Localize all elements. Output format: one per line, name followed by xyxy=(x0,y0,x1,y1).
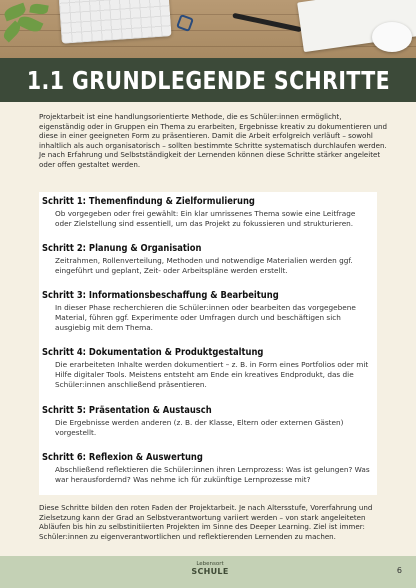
plant-leaf-icon xyxy=(17,13,44,34)
logo-top-text: Lebensort xyxy=(196,561,224,567)
step-title: Schritt 3: Informationsbeschaffung & Bearbeitung xyxy=(42,290,279,301)
step-card xyxy=(39,343,377,401)
logo-main-text: SCHULE xyxy=(191,567,229,576)
header-photo xyxy=(0,0,416,58)
step-title: Schritt 2: Planung & Organisation xyxy=(42,243,202,254)
page-footer xyxy=(0,556,416,588)
step-card xyxy=(39,239,377,286)
page-number: 6 xyxy=(396,566,402,575)
step-card xyxy=(39,401,377,448)
step-title: Schritt 4: Dokumentation & Produktgestaltung xyxy=(42,347,264,358)
title-band xyxy=(0,58,416,102)
step-text: Die Ergebnisse werden anderen (z. B. der Klasse, Eltern oder externen Gästen) vorgestellt. xyxy=(55,418,344,437)
page-title: 1.1 GRUNDLEGENDE SCHRITTE xyxy=(26,65,390,95)
step-title: Schritt 5: Präsentation & Austausch xyxy=(42,405,212,416)
step-text: In dieser Phase recherchieren die Schüler:innen oder bearbeiten das vorgegebene Material, führen ggf. Experimente oder Umfragen durch und beschäftigen sich ausgiebig mit dem Thema. xyxy=(55,303,356,332)
step-card xyxy=(39,286,377,343)
outro-paragraph: Diese Schritte bilden den roten Faden der Projektarbeit. Je nach Altersstufe, Vorerfahrung und Zielsetzung kann der Grad an Selbstverantwortung variiert werden – von stark angeleiteten Abläufen bis hin zu selbstinitiierten Projekten im Sinne des Deeper Learning. Ziel ist immer: Schüler:innen zu eigenverantwortlichen und reflektierenden Lernenden zu machen. xyxy=(39,503,373,541)
step-card xyxy=(39,448,377,495)
step-title: Schritt 1: Themenfindung & Zielformulierung xyxy=(42,196,255,207)
step-text: Zeitrahmen, Rollenverteilung, Methoden und notwendige Materialien werden ggf. eingeführt und geplant, Zeit- oder Arbeitspläne werden erstellt. xyxy=(55,256,353,275)
step-title: Schritt 6: Reflexion & Auswertung xyxy=(42,452,203,463)
keyboard-image xyxy=(58,0,171,44)
brand-logo xyxy=(190,561,230,583)
step-text: Abschließend reflektieren die Schüler:innen ihren Lernprozess: Was ist gelungen? Was war herausfordernd? Was nehme ich für zukünftige Lernprozesse mit? xyxy=(55,465,370,484)
mouse-image xyxy=(372,22,412,52)
step-card xyxy=(39,192,377,239)
intro-paragraph: Projektarbeit ist eine handlungsorientierte Methode, die es Schüler:innen ermöglicht, eigenständig oder in Gruppen ein Thema zu erarbeiten, Ergebnisse kreativ zu dokumentieren und diese in einer geeigneten Form zu präsentieren. Damit die Arbeit erfolgreich verläuft – sowohl inhaltlich als auch organisatorisch – sollten bestimmte Schritte systematisch durchlaufen werden. Je nach Erfahrung und Selbstständigkeit der Lernenden können diese Schritte stärker angeleitet oder offen gestaltet werden. xyxy=(39,112,388,169)
step-text: Die erarbeiteten Inhalte werden dokumentiert – z. B. in Form eines Portfolios oder mit Hilfe digitaler Tools. Meistens entsteht am Ende ein kreatives Endprodukt, das die Schüler:innen anschließend präsentieren. xyxy=(55,360,369,389)
step-text: Ob vorgegeben oder frei gewählt: Ein klar umrissenes Thema sowie eine Leitfrage oder Zielstellung sind essentiell, um das Projekt zu fokussieren und strukturieren. xyxy=(55,209,356,228)
